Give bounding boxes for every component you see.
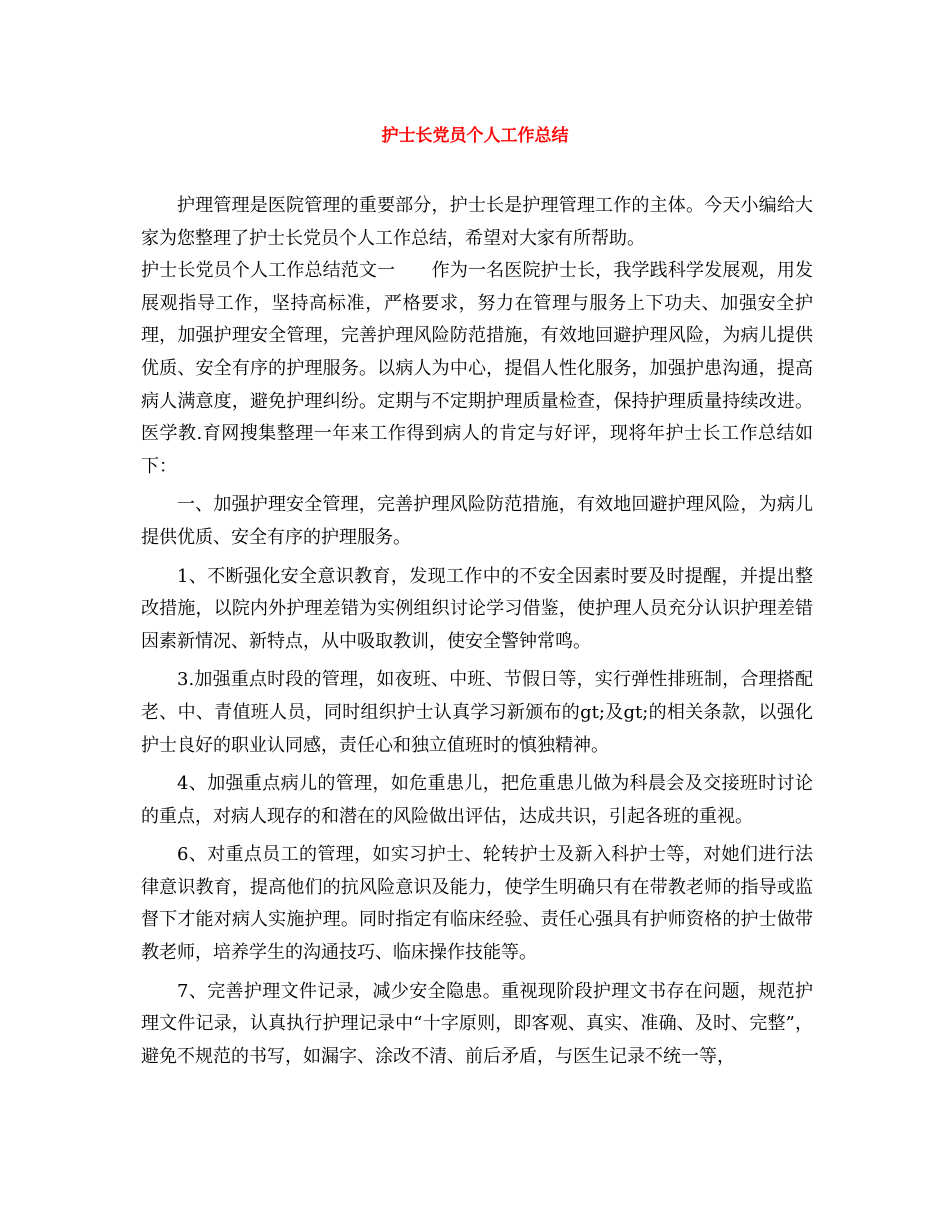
paragraph-intro: 护理管理是医院管理的重要部分，护士长是护理管理工作的主体。今天小编给大家为您整理了护士长党员个人工作总结，希望对大家有所帮助。: [141, 195, 813, 249]
document-body: [141, 190, 813, 1073]
paragraph-item-4: 4、加强重点病儿的管理，如危重患儿，把危重患儿做为科晨会及交接班时讨论的重点，对病人现存的和潜在的风险做出评估，达成共识，引起各班的重视。: [141, 773, 813, 827]
paragraph-section-one: 一、加强护理安全管理，完善护理风险防范措施，有效地回避护理风险，为病儿提供优质、安全有序的护理服务。: [141, 494, 813, 548]
paragraph-item-1: 1、不断强化安全意识教育，发现工作中的不安全因素时要及时提醒，并提出整改措施，以院内外护理差错为实例组织讨论学习借鉴，使护理人员充分认识护理差错因素新情况、新特点，从中吸取教训，使安全警钟常鸣。: [141, 565, 813, 652]
paragraph-item-7: 7、完善护理文件记录，减少安全隐患。重视现阶段护理文书存在问题，规范护理文件记录，认真执行护理记录中“十字原则，即客观、真实、准确、及时、完整”，避免不规范的书写，如漏字、涂改不清、前后矛盾，与医生记录不统一等，: [141, 980, 813, 1067]
paragraph-sample-one: 护士长党员个人工作总结范文一 作为一名医院护士长，我学践科学发展观，用发展观指导工作，坚持高标准，严格要求，努力在管理与服务上下功夫、加强安全护理，加强护理安全管理，完善护理风险防范措施，有效地回避护理风险，为病儿提供优质、安全有序的护理服务。以病人为中心，提倡人性化服务，加强护患沟通，提高病人满意度，避免护理纠纷。定期与不定期护理质量检查，保持护理质量持续改进。医学教.育网搜集整理一年来工作得到病人的肯定与好评，现将年护士长工作总结如下：: [141, 260, 813, 477]
paragraph-item-6: 6、对重点员工的管理，如实习护士、轮转护士及新入科护士等，对她们进行法律意识教育，提高他们的抗风险意识及能力，使学生明确只有在带教老师的指导或监督下才能对病人实施护理。同时指定有临床经验、责任心强具有护师资格的护士做带教老师，培养学生的沟通技巧、临床操作技能等。: [141, 844, 813, 964]
document-title: 护士长党员个人工作总结: [381, 126, 569, 146]
paragraph-item-3: 3.加强重点时段的管理，如夜班、中班、节假日等，实行弹性排班制，合理搭配老、中、青值班人员，同时组织护士认真学习新颁布的gt;及gt;的相关条款，以强化护士良好的职业认同感，责任心和独立值班时的慎独精神。: [141, 669, 813, 756]
